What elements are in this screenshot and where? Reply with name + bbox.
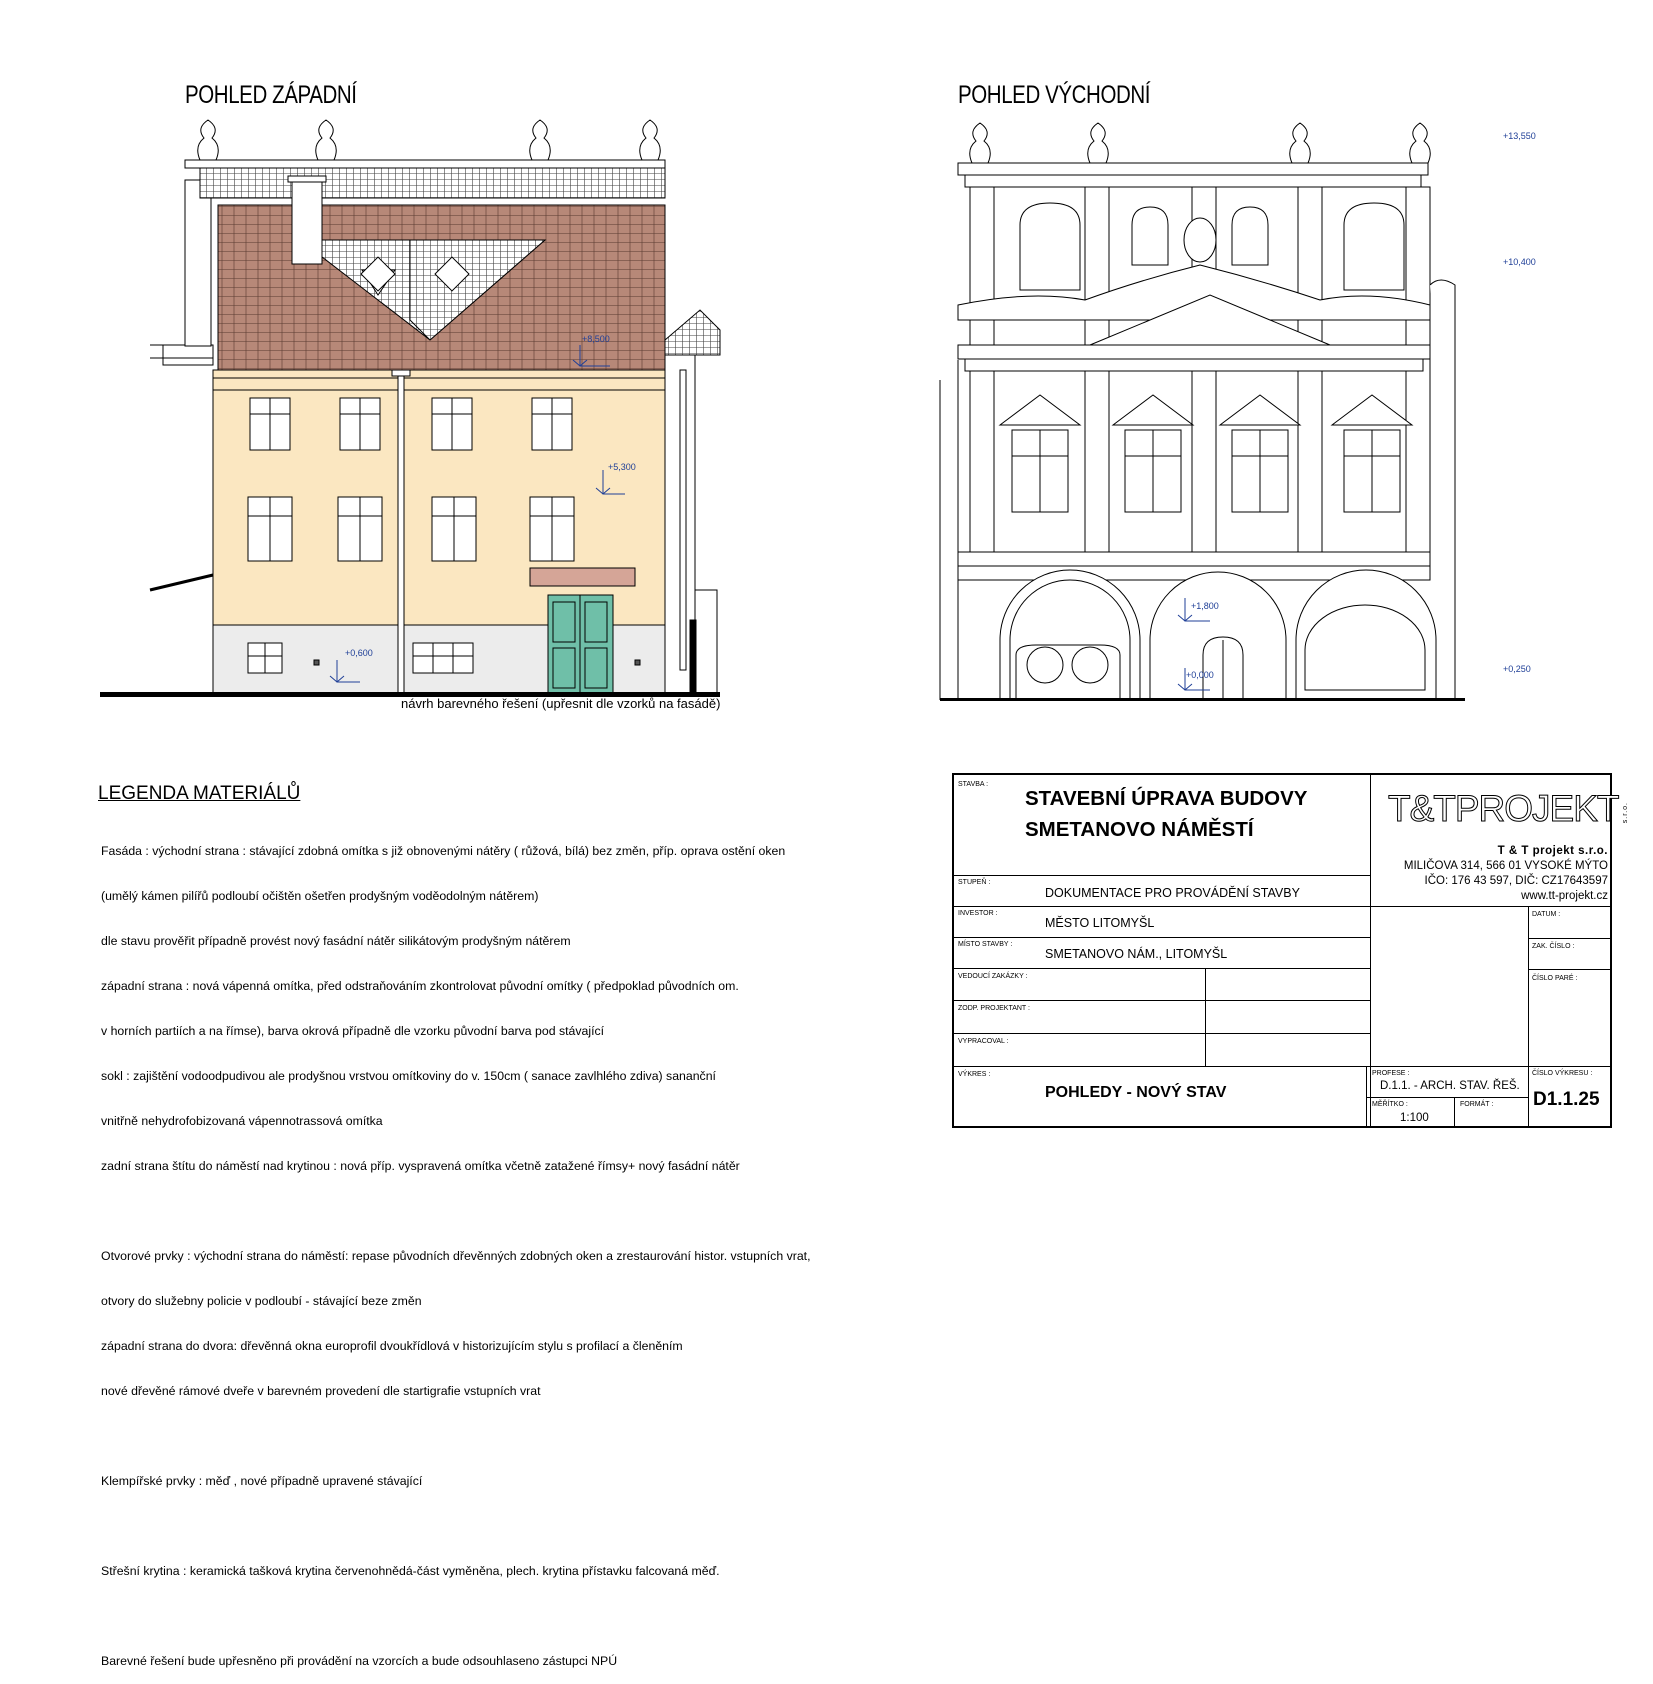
tb-vedouci-label: VEDOUCÍ ZAKÁZKY : — [958, 973, 1028, 980]
tb-divider — [952, 1033, 1370, 1034]
east-level-10400: +10,400 — [1503, 257, 1536, 267]
tb-investor: MĚSTO LITOMYŠL — [1045, 916, 1155, 930]
tb-stavba-label: STAVBA : — [958, 781, 989, 788]
tb-stupen-label: STUPEŇ : — [958, 879, 991, 886]
tb-stupen: DOKUMENTACE PRO PROVÁDĚNÍ STAVBY — [1045, 886, 1300, 900]
tb-meritko-label: MĚŘÍTKO : — [1372, 1101, 1408, 1108]
tb-divider — [952, 1000, 1370, 1001]
legend-line: v horních partiích a na římse), barva okrová případně dle vzorku původní barva pod stávající — [101, 1024, 605, 1038]
west-level-5300: +5,300 — [608, 462, 636, 472]
legend-gap — [101, 1609, 811, 1624]
west-caption: návrh barevného řešení (upřesnit dle vzorků na fasádě) — [401, 696, 721, 711]
legend-line: západní strana : nová vápenná omítka, před odstraňováním zkontrolovat původní omítky ( předpoklad původních om. — [101, 979, 739, 993]
tb-vykres-label: VÝKRES : — [958, 1071, 991, 1078]
tb-vypracoval-label: VYPRACOVAL : — [958, 1038, 1009, 1045]
tb-divider — [952, 968, 1370, 969]
tb-profese: D.1.1. - ARCH. STAV. ŘEŠ. — [1380, 1080, 1520, 1092]
tb-datum-label: DATUM : — [1532, 911, 1561, 918]
legend-line: otvory do služebny policie v podloubí - stávající beze změn — [101, 1294, 422, 1308]
tb-divider — [1454, 1097, 1455, 1128]
tb-stavba-line1: STAVEBNÍ ÚPRAVA BUDOVY — [1025, 787, 1308, 810]
tb-divider — [1205, 968, 1206, 1066]
tb-divider — [952, 906, 1370, 907]
west-finials — [198, 120, 661, 160]
tb-divider — [1528, 906, 1529, 1128]
tb-divider — [1370, 906, 1612, 907]
company-ids: IČO: 176 43 597, DIČ: CZ17643597 — [1424, 875, 1608, 887]
tb-stavba-line2: SMETANOVO NÁMĚSTÍ — [1025, 818, 1254, 841]
east-level-0000: +0,000 — [1186, 670, 1214, 680]
tb-divider — [952, 875, 1370, 876]
legend-gap — [101, 1429, 811, 1444]
east-level-0250: +0,250 — [1503, 664, 1531, 674]
east-arcades — [1000, 570, 1436, 700]
east-view-title: POHLED VÝCHODNÍ — [958, 81, 1151, 109]
tb-investor-label: INVESTOR : — [958, 910, 998, 917]
tb-divider — [1366, 1097, 1528, 1098]
company-logo — [1388, 790, 1629, 827]
east-ground-line — [940, 698, 1465, 701]
tb-divider — [1528, 938, 1612, 939]
tb-meritko: 1:100 — [1400, 1112, 1429, 1124]
company-web: www.tt-projekt.cz — [1521, 890, 1608, 902]
company-logo-suffix: s.r.o. — [1621, 801, 1629, 823]
tb-projektant-label: ZODP. PROJEKTANT : — [958, 1005, 1030, 1012]
tb-pare-label: ČÍSLO PARÉ : — [1532, 975, 1578, 982]
tb-misto: SMETANOVO NÁM., LITOMYŠL — [1045, 947, 1228, 961]
tb-format-label: FORMÁT : — [1460, 1101, 1494, 1108]
legend-line: nové dřevěné rámové dveře v barevném provedení dle startigrafie vstupních vrat — [101, 1384, 541, 1398]
tb-misto-label: MÍSTO STAVBY : — [958, 941, 1013, 948]
west-level-0600: +0,600 — [345, 648, 373, 658]
legend-line: dle stavu prověřit případně provést nový fasádní nátěr silikátovým prodyšným nátěrem — [101, 934, 571, 948]
legend-line: Barevné řešení bude upřesněno při provádění na vzorcích a bude odsouhlaseno zástupci NPÚ — [101, 1654, 618, 1668]
legend-line: Klempířské prvky : měď , nové případně upravené stávající — [101, 1474, 423, 1488]
legend-line: (umělý kámen pilířů podloubí očištěn ošetřen prodyšným voděodolným nátěrem) — [101, 889, 539, 903]
tb-vykres: POHLEDY - NOVÝ STAV — [1045, 1084, 1227, 1101]
company-name: T & T projekt s.r.o. — [1497, 845, 1608, 857]
tb-divider — [1528, 969, 1612, 970]
tb-profese-label: PROFESE : — [1372, 1070, 1410, 1077]
east-level-1800: +1,800 — [1191, 601, 1219, 611]
east-level-13550: +13,550 — [1503, 131, 1536, 141]
west-gable-back — [185, 160, 665, 198]
legend-line: Střešní krytina : keramická tašková krytina červenohnědá-část vyměněna, plech. krytina přístavku falcovaná měď. — [101, 1564, 720, 1578]
tb-divider — [952, 1066, 1612, 1067]
west-elevation-drawing — [90, 110, 730, 700]
legend-line: Otvorové prvky : východní strana do náměstí: repase původních dřevěnných zdobných oken a zrestaurování histor. vstupních vrat, — [101, 1249, 811, 1263]
legend-line: sokl : zajištění vodoodpudivou ale prodyšnou vrstvou omítkoviny do v. 150cm ( sanace zavlhlého zdiva) sananční — [101, 1069, 716, 1083]
legend-line: Fasáda : východní strana : stávající zdobná omítka s již obnovenými nátěry ( růžová, bílá) bez změn, příp. oprava ostění oken — [101, 844, 786, 858]
west-neighbour-right — [665, 310, 720, 695]
east-finials — [970, 123, 1431, 163]
west-level-8500: +8,500 — [582, 334, 610, 344]
legend-line: zadní strana štítu do náměstí nad krytinou : nová příp. vyspravená omítka včetně zatažené římsy+ nový fasádní nátěr — [101, 1159, 740, 1173]
tb-divider — [1370, 773, 1371, 1128]
legend-heading: LEGENDA MATERIÁLŮ — [98, 783, 301, 804]
legend-line: západní strana do dvora: dřevěnná okna europrofil dvoukřídlová v historizujícím stylu s profilací a členěním — [101, 1339, 683, 1353]
legend-gap — [101, 1519, 811, 1534]
tb-divider — [952, 937, 1370, 938]
tb-zak-label: ZAK. ČÍSLO : — [1532, 943, 1575, 950]
company-logo-text: T&TPROJEKT — [1388, 788, 1619, 829]
legend-gap — [101, 1204, 811, 1219]
legend-text — [101, 814, 811, 1684]
tb-cislo: D1.1.25 — [1533, 1089, 1600, 1110]
tb-cislo-label: ČÍSLO VÝKRESU : — [1532, 1070, 1593, 1077]
legend-line: vnitřně nehydrofobizovaná vápennotrassová omítka — [101, 1114, 383, 1128]
east-elevation-drawing — [935, 115, 1480, 710]
company-address: MILIČOVA 314, 566 01 VYSOKÉ MÝTO — [1403, 860, 1608, 872]
west-neighbour-left — [150, 180, 213, 590]
east-neighbour-left — [940, 360, 958, 700]
west-view-title: POHLED ZÁPADNÍ — [185, 81, 357, 109]
